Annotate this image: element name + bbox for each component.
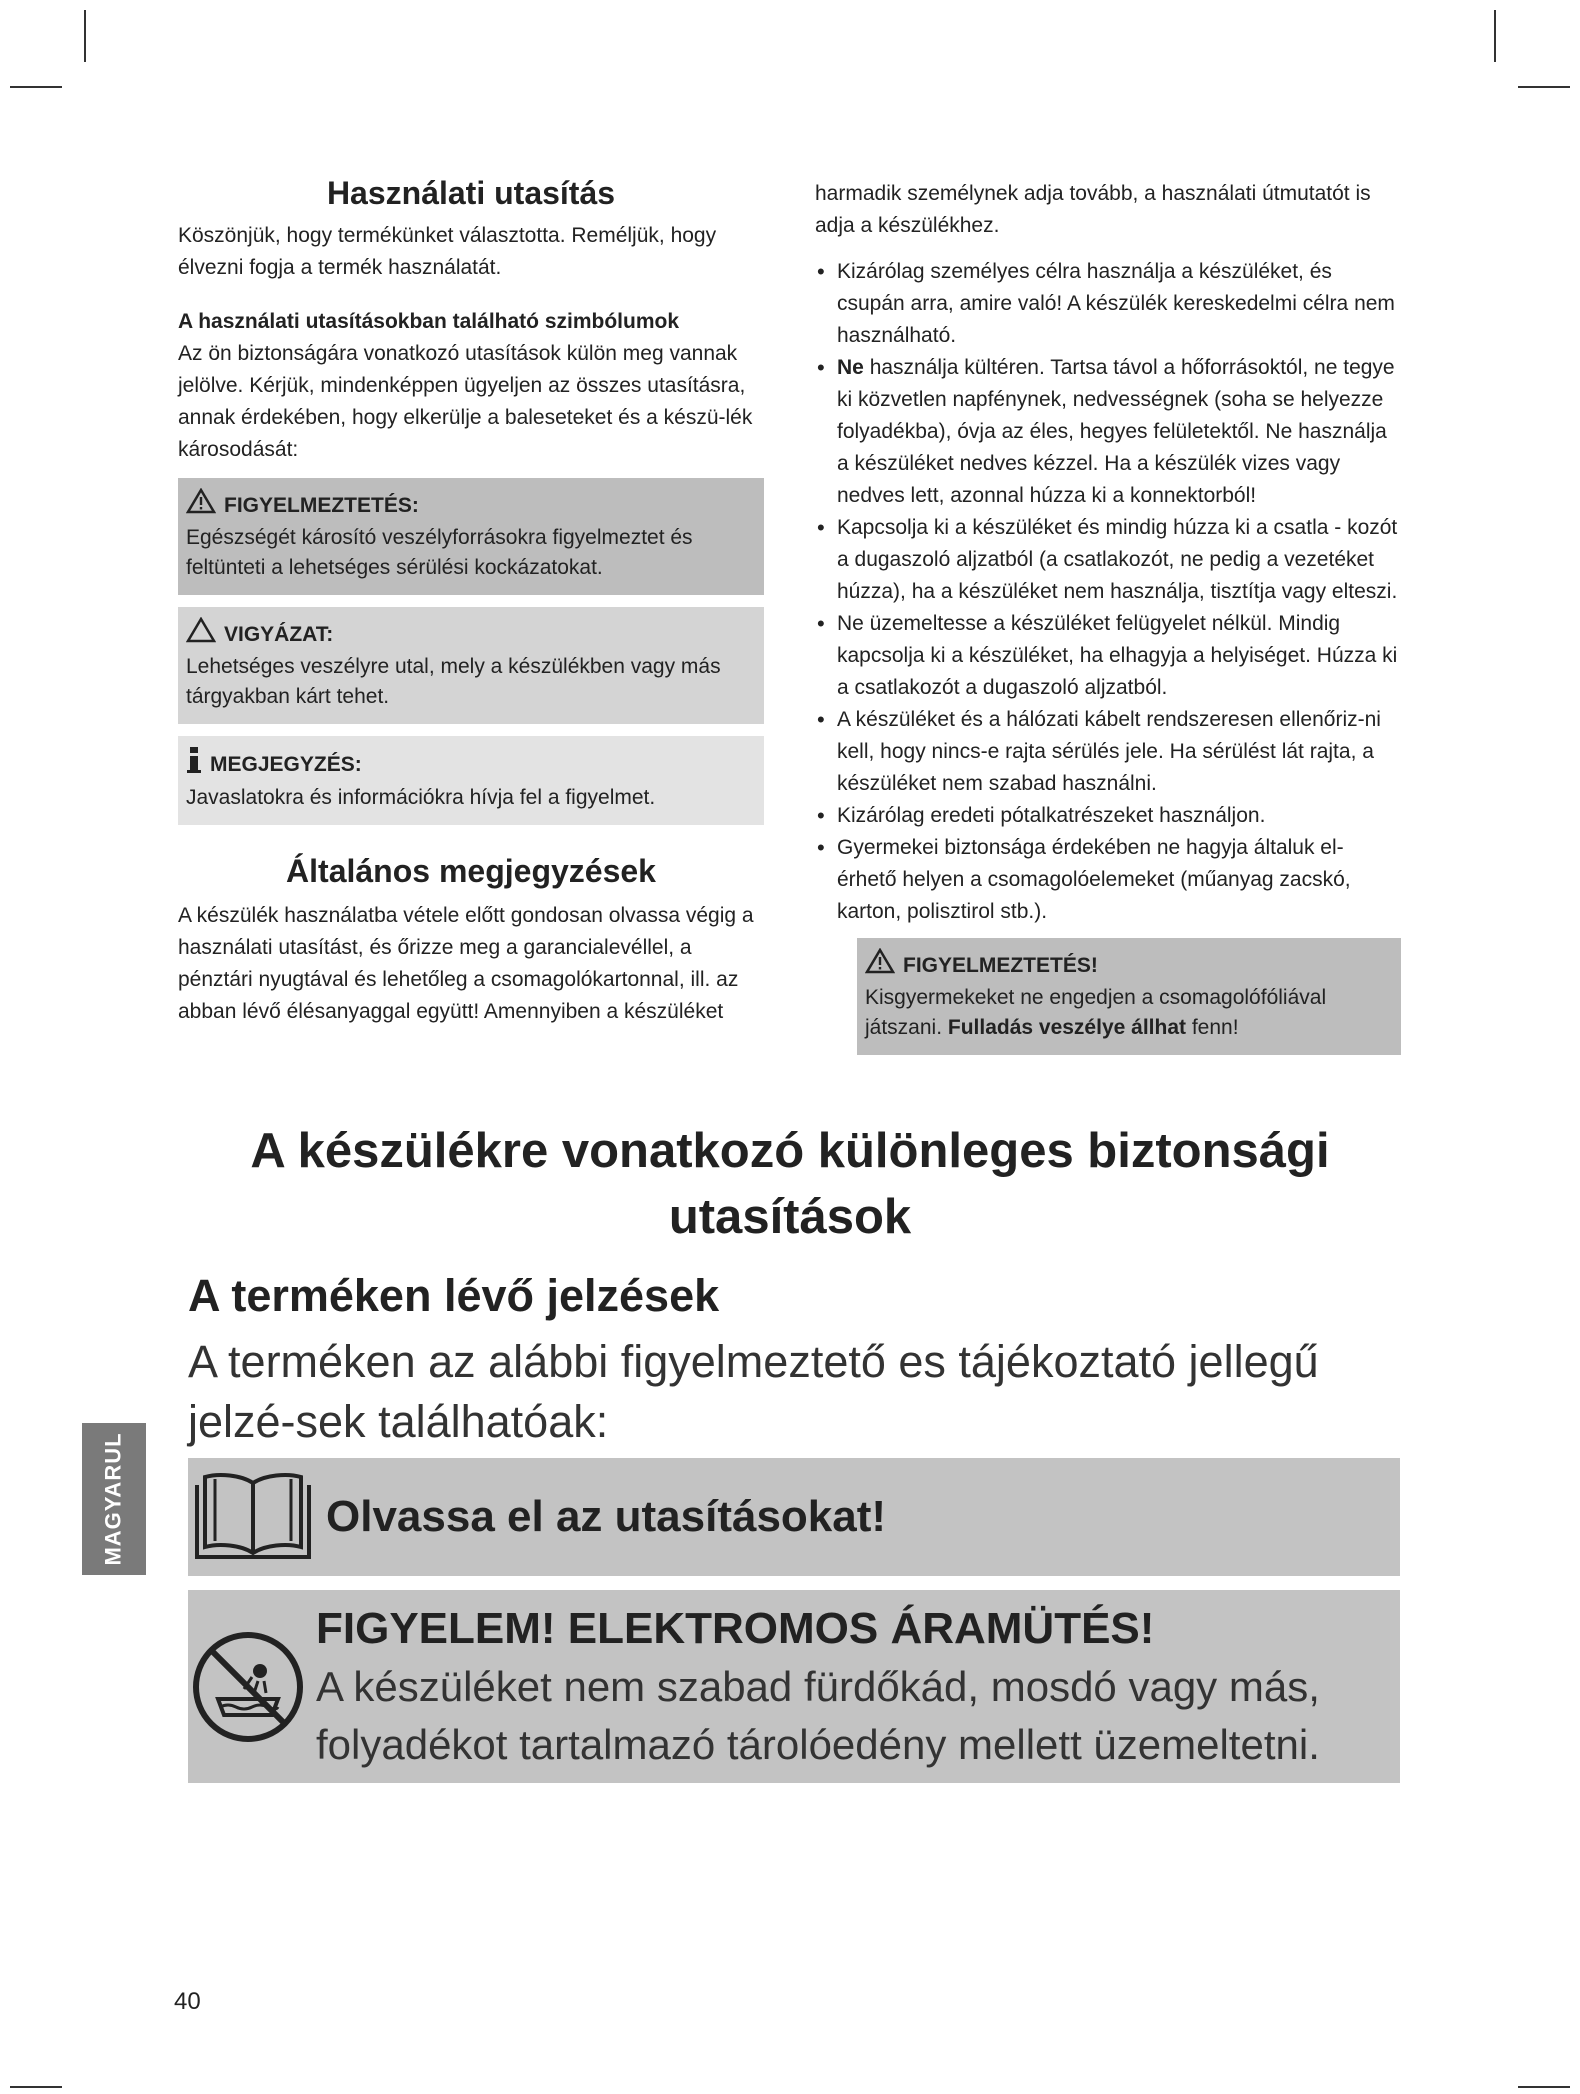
caution-text: Lehetséges veszélyre utal, mely a készülékben vagy más tárgyakban kárt tehet. xyxy=(186,655,721,708)
symbols-text: Az ön biztonságára vonatkozó utasítások külön meg vannak jelölve. Kérjük, mindenképpen ügyeljen az összes utasításra, annak érdekében, hogy elkerülje a baleseteket és a készü-lék károsodását: xyxy=(178,342,753,461)
caution-box xyxy=(178,607,764,724)
caution-triangle-icon xyxy=(186,617,216,652)
crop-mark xyxy=(84,10,86,62)
list-item: • Ne használja kültéren. Tartsa távol a hőforrásoktól, ne tegye ki közvetlen napfénynek, nedvességnek (soha se helyezze folyadékba), óvja az éles, hegyes felületektől. Ne használja a készüléket nedves kézzel. Ha a készülék vizes vagy nedves lett, azonnal húzza ki a konnektorból! xyxy=(817,355,1395,507)
packaging-warning-box xyxy=(857,938,1401,1055)
left-column xyxy=(178,175,764,1028)
right-column xyxy=(815,178,1401,1055)
general-heading: Általános megjegyzések xyxy=(286,853,656,889)
warning-text: Egészségét károsító veszélyforrásokra figyelmeztet és feltünteti a lehetséges sérülési kockázatokat. xyxy=(186,526,693,579)
warning-triangle-icon xyxy=(865,948,895,983)
open-book-icon xyxy=(188,1469,318,1565)
language-label: MAGYARUL xyxy=(101,1432,126,1566)
product-markings-heading: A terméken lévő jelzések xyxy=(188,1270,720,1321)
electric-shock-text: A készüléket nem szabad fürdőkád, mosdó vagy más, folyadékot tartalmazó tárolóedény mellett üzemeltetni. xyxy=(316,1662,1320,1768)
list-item: • Ne üzemeltesse a készüléket felügyelet nélkül. Mindig kapcsolja ki a készüléket, ha elhagyja a helyiséget. Húzza ki a csatlakozót a dugaszoló aljzatból. xyxy=(817,611,1398,699)
safety-list xyxy=(815,256,1401,928)
general-text: A készülék használatba vétele előtt gondosan olvassa végig a használati utasítást, és őrizze meg a garancialevéllel, a pénztári nyugtával és lehetőleg a csomagolókartonnal, ill. az abban lévő élésanyaggal együtt! Amennyiben a készüléket xyxy=(178,904,754,1023)
language-tab xyxy=(82,1423,146,1575)
info-icon xyxy=(186,746,202,783)
packaging-warning-text: Kisgyermekeket ne engedjen a csomagolófóliával játszani. Fulladás veszélye állhat fenn! xyxy=(865,986,1327,1039)
electric-shock-band xyxy=(188,1590,1400,1783)
warning-box xyxy=(178,478,764,595)
intro-text: Köszönjük, hogy termékünket választotta. Reméljük, hogy élvezni fogja a termék használatát. xyxy=(178,224,717,279)
crop-mark xyxy=(1518,2086,1570,2088)
caution-heading: VIGYÁZAT: xyxy=(224,622,334,646)
packaging-warning-heading: FIGYELMEZTETÉS! xyxy=(903,953,1098,977)
read-instructions-band xyxy=(188,1458,1400,1576)
continuation-text: harmadik személynek adja tovább, a használati útmutatót is adja a készülékhez. xyxy=(815,182,1371,237)
crop-mark xyxy=(1494,10,1496,62)
warning-heading: FIGYELMEZTETÉS: xyxy=(224,493,419,517)
read-instructions-label: Olvassa el az utasításokat! xyxy=(326,1492,887,1541)
page-title: Használati utasítás xyxy=(326,175,616,211)
product-markings-intro: A terméken az alábbi figyelmeztető es tájékoztató jellegű jelzé-sek találhatóak: xyxy=(188,1336,1319,1447)
list-item: • Gyermekei biztonsága érdekében ne hagyja általuk el-érhető helyen a csomagolóelemeket (műanyag zacskó, karton, polisztirol stb.). xyxy=(817,835,1351,923)
note-text: Javaslatokra és információkra hívja fel a figyelmet. xyxy=(186,786,656,809)
warning-triangle-icon xyxy=(186,488,216,523)
crop-mark xyxy=(10,2086,62,2088)
list-item: • Kizárólag személyes célra használja a készüléket, és csupán arra, amire való! A készülék kereskedelmi célra nem használható. xyxy=(817,259,1395,347)
list-item: • Kapcsolja ki a készüléket és mindig húzza ki a csatla - kozót a dugaszoló aljzatból (a csatlakozót, ne pedig a vezetéket húzza), ha a készüléket nem használja, tisztítja vagy elteszi. xyxy=(817,515,1398,603)
special-safety-title: A készülékre vonatkozó különleges biztonsági utasítások xyxy=(250,1124,1330,1244)
symbols-heading: A használati utasításokban található szimbólumok xyxy=(178,310,679,333)
note-box xyxy=(178,736,764,825)
crop-mark xyxy=(1518,86,1570,88)
page-number: 40 xyxy=(174,1988,201,2015)
note-heading: MEGJEGYZÉS: xyxy=(210,752,362,776)
list-item: • A készüléket és a hálózati kábelt rendszeresen ellenőriz-ni kell, hogy nincs-e rajta sérülés jele. Ha sérülést lát rajta, a készüléket nem szabad használni. xyxy=(817,707,1381,795)
crop-mark xyxy=(10,86,62,88)
list-item: • Kizárólag eredeti pótalkatrészeket használjon. xyxy=(817,803,1266,828)
no-bathtub-icon xyxy=(188,1627,308,1747)
electric-shock-heading: FIGYELEM! ELEKTROMOS ÁRAMÜTÉS! xyxy=(316,1603,1155,1653)
